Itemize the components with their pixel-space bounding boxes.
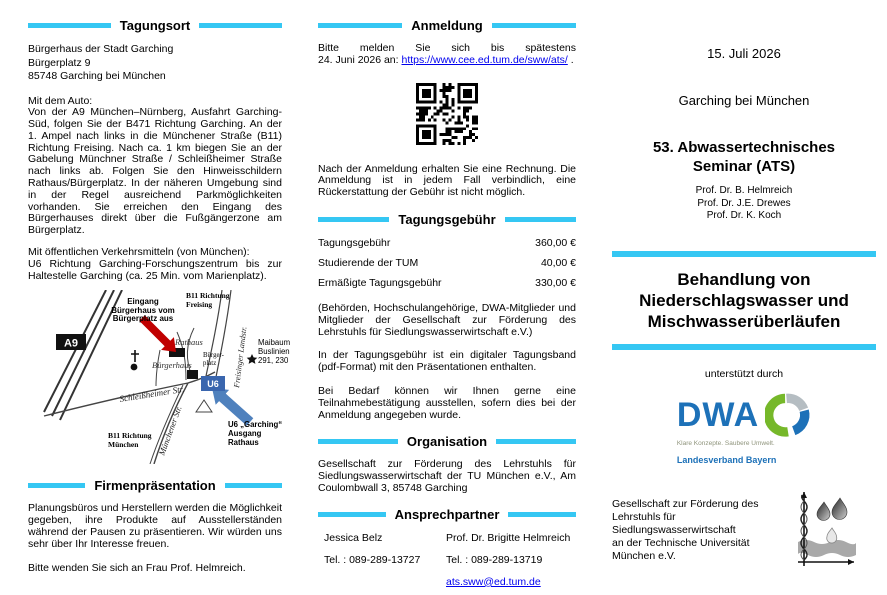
map-entrance-label: Eingang Bürgerhaus vom Bürgerplatz aus [111, 297, 175, 324]
transit-heading: Mit öffentlichen Verkehrsmitteln (von München): [28, 246, 250, 259]
accent-bar [612, 251, 876, 257]
transit-text: U6 Richtung Garching-Forschungszentrum bis zur Haltestelle Garching (ca. 25 Min. vom Marienplatz). [28, 257, 282, 282]
professor-name: Prof. Dr. B. Helmreich [695, 185, 793, 196]
contact1-tel: Tel. : 089-289-13727 [324, 553, 421, 566]
association-emblem [794, 486, 860, 577]
dwa-subtitle: Landesverband Bayern [676, 454, 777, 465]
contact2-tel: Tel. : 089-289-13719 [446, 553, 543, 566]
organisation-text: Gesellschaft zur Förderung des Lehrstuhls für Siedlungswasserwirtschaft der TU München e.V., Am Coulombwall 3, 85748 Garching [318, 458, 576, 494]
footer-line: Siedlungswasserwirtschaft [612, 523, 736, 536]
section-header-organisation [318, 434, 576, 449]
fee-row [318, 277, 576, 289]
accent-bar [496, 439, 576, 444]
street-freisinger: Freisinger Landstr. [232, 326, 249, 389]
venue-address-line: Bürgerhaus der Stadt Garching [28, 43, 174, 55]
fee-row [318, 237, 576, 249]
registration-line1: Bitte melden Sie sich bis spätestens [318, 42, 576, 54]
section-title: Organisation [406, 434, 488, 450]
fee-label: Studierende der TUM [318, 256, 419, 269]
fee-note-confirmation: Bei Bedarf können wir Ihnen gerne eine Teilnahmebestätigung ausstellen, sofern dies bei der Anmeldung angegeben wurde. [318, 384, 576, 421]
dwa-tagline: Klare Konzepte. Saubere Umwelt. [676, 439, 775, 447]
accent-bar [612, 344, 876, 350]
map-b11-muenchen-label: B11 Richtung München [108, 431, 152, 449]
street-schleissheimer: Schleißheimer Str. [118, 384, 186, 405]
accent-bar [318, 217, 389, 222]
registration-line2: 24. Juni 2026 an: https://www.cee.ed.tum.de/sww/ats/ . [318, 53, 574, 66]
firmen-text: Planungsbüros und Herstellern werden die Möglichkeit gegeben, ihre Produkte auf Ausstellerständen während der Pausen zu präsentieren. Wir würden uns sehr über Ihr Interesse freuen. [28, 502, 282, 550]
accent-bar [199, 23, 282, 28]
map-b11-freising-label: B11 Richtung Freising [186, 291, 230, 309]
section-header-gebuehr [318, 212, 576, 227]
dwa-ring-icon [765, 392, 811, 438]
car-directions-heading: Mit dem Auto: [28, 94, 93, 107]
section-title: Tagungsort [119, 18, 191, 33]
firmen-contact-text: Bitte wenden Sie sich an Frau Prof. Helmreich. [28, 561, 246, 574]
accent-bar [318, 439, 398, 444]
main-topic-title: Behandlung von Niederschlagswasser und Mischwasserüberläufen [639, 269, 849, 331]
footer-association [612, 498, 876, 577]
buergerhaus-label: Bürgerhaus [152, 360, 192, 371]
map-maibaum-label: Maibaum Buslinien 291, 230 [258, 338, 291, 366]
location-map [36, 290, 291, 464]
fee-note-proceedings: In der Tagungsgebühr ist ein digitaler Tagungsband (pdf-Format) mit den Präsentationen enthalten. [318, 349, 576, 374]
event-date: 15. Juli 2026 [707, 46, 781, 61]
accent-bar [28, 483, 85, 488]
section-title: Tagungsgebühr [398, 211, 496, 227]
fee-value: 40,00 € [540, 256, 576, 269]
footer-line: Lehrstuhls für [612, 510, 676, 523]
accent-bar [492, 23, 576, 28]
column-tagungsort [28, 18, 291, 574]
rathaus-label: Rathaus [175, 337, 203, 348]
car-directions-text: Von der A9 München–Nürnberg, Ausfahrt Garching-Süd, folgen Sie der B471 Richtung Garching. An der 1. Ampel nach links in die Münchener Straße (B11) Richtung Freising. Nach ca. 1 km biegen Sie an der Gabelung Münchner Straße / Schleißheimer Straße nach links ab. Folgen Sie den Hinweisschildern Rathaus/Bürgerplatz. In der näheren Umgebung sind in der Regel ausreichend Parkmöglichkeiten vorhanden. Sie erreichen den Eingang des Bürgerhauses direkt über die Fußgängerzone am Bürgerplatz. [28, 106, 282, 237]
section-title: Anmeldung [411, 18, 483, 33]
fee-value: 330,00 € [535, 276, 576, 289]
section-header-ansprechpartner [318, 507, 576, 522]
accent-bar [508, 512, 576, 517]
accent-bar [505, 217, 576, 222]
column-title-page [612, 0, 876, 577]
registration-url-link[interactable]: https://www.cee.ed.tum.de/sww/ats/ [401, 53, 568, 66]
seminar-title: 53. Abwassertechnisches Seminar (ATS) [652, 139, 836, 175]
column-anmeldung [318, 18, 576, 595]
section-header-tagungsort [28, 18, 282, 33]
maibaum-star [247, 354, 258, 364]
accent-bar [318, 23, 402, 28]
footer-line: an der Technische Universität [612, 536, 750, 549]
professors-list [612, 185, 876, 223]
section-title: Ansprechpartner [394, 506, 500, 522]
contact-email-link[interactable]: ats.sww@ed.tum.de [446, 575, 541, 588]
footer-line: Gesellschaft zur Förderung des [612, 497, 759, 510]
section-header-anmeldung [318, 18, 576, 33]
map-u6-exit-label: U6 „Garching“ Ausgang Rathaus [228, 420, 283, 448]
accent-bar [318, 512, 386, 517]
qr-code [416, 83, 478, 145]
a9-label: A9 [63, 337, 79, 350]
street-muenchener: Münchener Str. [156, 404, 184, 458]
fee-label: Tagungsgebühr [318, 236, 391, 249]
accent-bar [28, 23, 111, 28]
section-title: Firmenpräsentation [94, 478, 216, 494]
dwa-wordmark: DWA [676, 395, 760, 434]
supported-by-label: unterstützt durch [704, 367, 784, 380]
fee-label: Ermäßigte Tagungsgebühr [318, 276, 442, 289]
venue-address-line: Bürgerplatz 9 [28, 56, 91, 69]
fee-row [318, 257, 576, 269]
contact1-name: Jessica Belz [324, 531, 383, 544]
contacts-block [318, 532, 576, 595]
fee-value: 360,00 € [535, 236, 576, 249]
venue-address-line: 85748 Garching bei München [28, 70, 166, 82]
event-location: Garching bei München [678, 93, 810, 108]
fee-note-eligibility: (Behörden, Hochschulangehörige, DWA-Mitglieder und Mitglieder der Gesellschaft zur Förderung des Lehrstuhls für Siedlungswasserwirtschaft e.V.) [318, 301, 576, 338]
invoice-note: Nach der Anmeldung erhalten Sie eine Rechnung. Die Anmeldung ist in jedem Fall verbindlich, eine Rückerstattung der Gebühr ist nicht möglich. [318, 162, 576, 199]
contact2-name: Prof. Dr. Brigitte Helmreich [446, 531, 571, 544]
professor-name: Prof. Dr. K. Koch [706, 210, 782, 221]
u6-station-label: U6 [207, 379, 219, 390]
accent-bar [225, 483, 282, 488]
map-buergerplatz-label: Bürger- platz [203, 352, 224, 367]
dwa-logo [677, 392, 811, 465]
section-header-firmen [28, 478, 282, 493]
footer-line: München e.V. [612, 549, 676, 562]
professor-name: Prof. Dr. J.E. Drewes [697, 197, 791, 209]
